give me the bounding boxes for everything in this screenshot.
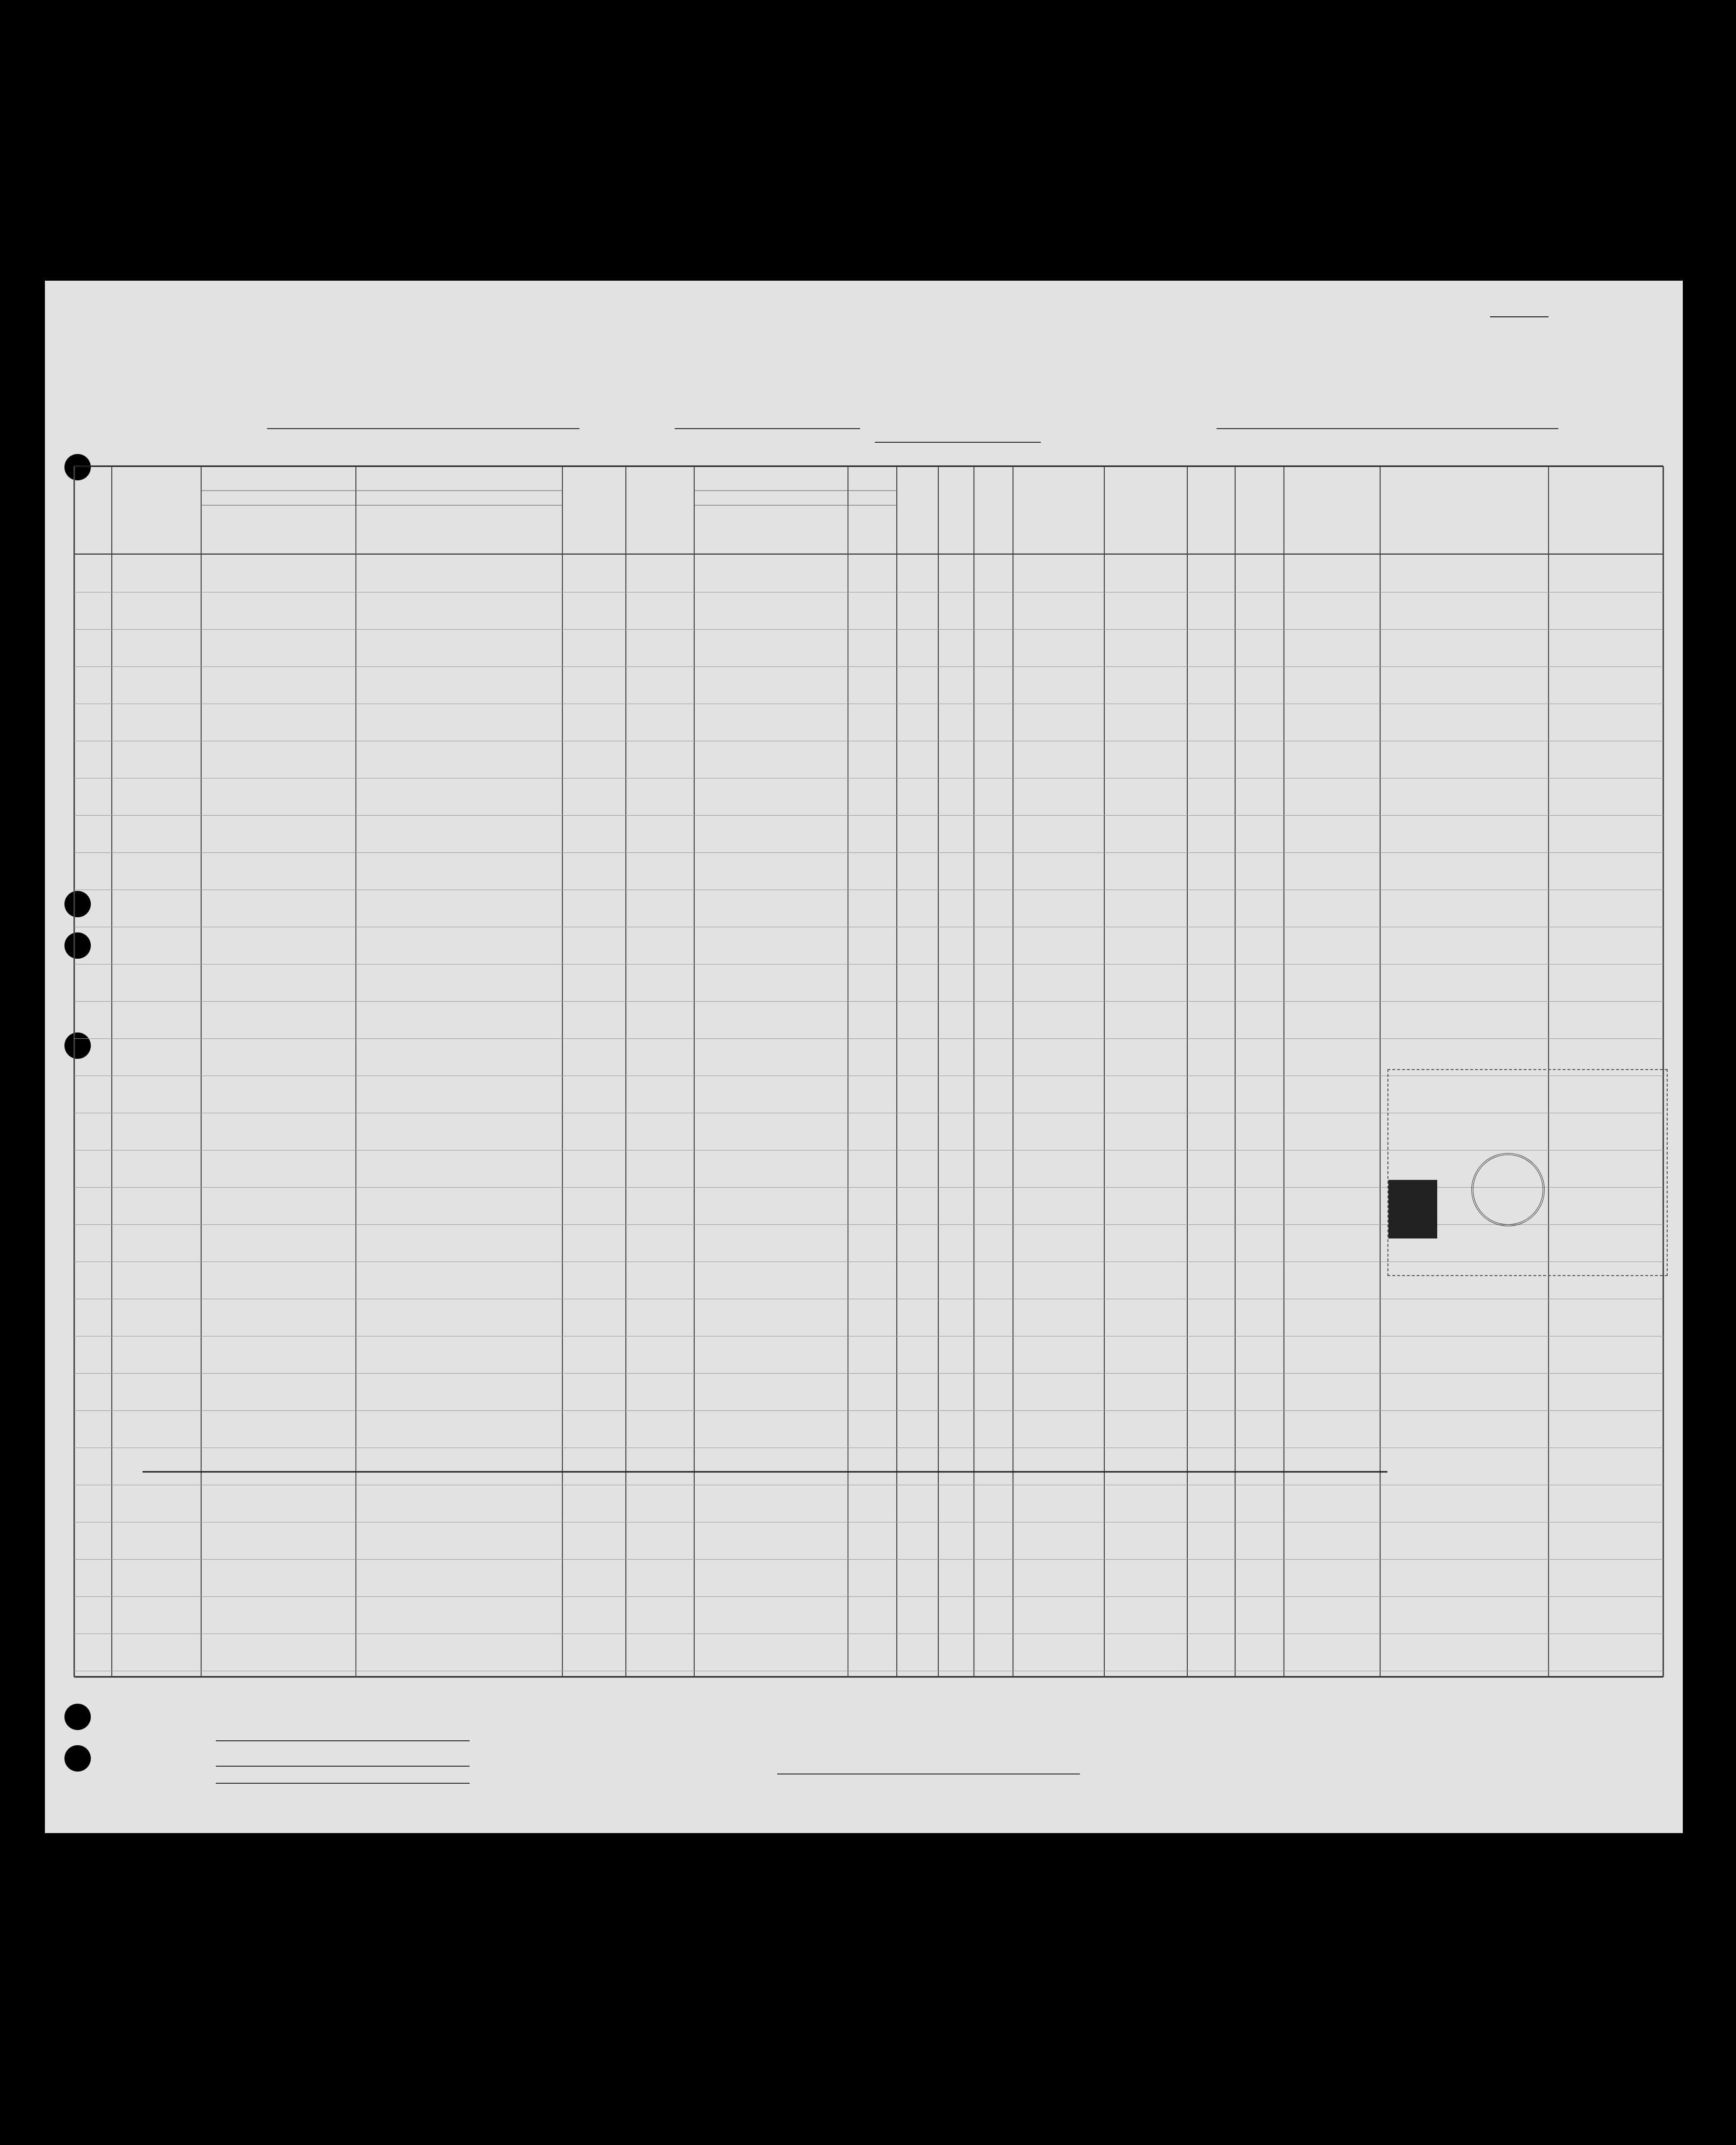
manifest-sheet [45,281,1683,1833]
consul-block [1387,1069,1668,1276]
agents-value [216,1783,470,1784]
consulate-seal [1471,1153,1545,1226]
line-value [216,1740,470,1741]
table-grid [45,281,1683,1833]
owners-value [216,1766,470,1767]
punch-hole [64,1845,91,1872]
fee-stamp [1388,1180,1437,1238]
